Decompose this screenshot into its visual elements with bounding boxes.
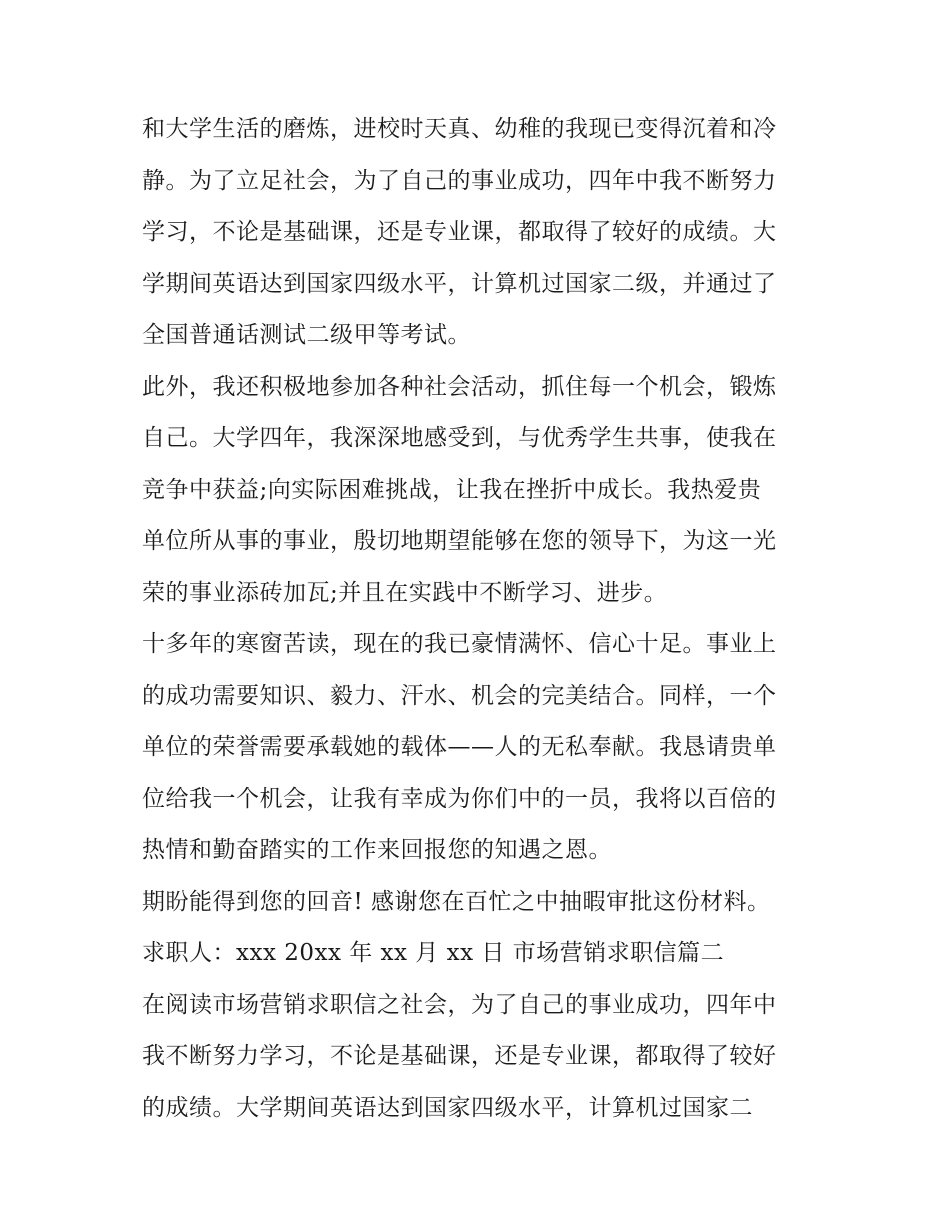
text-line: 我不断努力学习，不论是基础课，还是专业课，都取得了较好	[142, 1043, 777, 1069]
text-line: 位给我一个机会，让我有幸成为你们中的一员，我将以百倍的	[142, 785, 777, 812]
text-line: 的成绩。大学期间英语达到国家四级水平，计算机过国家二	[142, 1094, 753, 1121]
text-line: 荣的事业添砖加瓦;并且在实践中不断学习、进步。	[142, 579, 668, 606]
text-line: 期盼能得到您的回音! 感谢您在百忙之中抽暇审批这份材料。	[142, 888, 771, 915]
text-line: 的成功需要知识、毅力、汗水、机会的完美结合。同样，一个	[142, 682, 777, 709]
text-line: 学期间英语达到国家四级水平，计算机过国家二级，并通过了	[142, 270, 777, 297]
text-line: 静。为了立足社会，为了自己的事业成功，四年中我不断努力	[142, 167, 777, 194]
body-text	[142, 104, 822, 1134]
text-line: 自己。大学四年，我深深地感受到，与优秀学生共事，使我在	[142, 425, 777, 451]
text-line: 此外，我还积极地参加各种社会活动，抓住每一个机会，锻炼	[142, 373, 777, 400]
text-line: 热情和勤奋踏实的工作来回报您的知遇之恩。	[142, 837, 612, 863]
text-line: 竞争中获益;向实际困难挑战，让我在挫折中成长。我热爱贵	[142, 476, 762, 503]
text-line: 单位的荣誉需要承载她的载体——人的无私奉献。我恳请贵单	[142, 734, 777, 760]
text-line: 在阅读市场营销求职信之社会，为了自己的事业成功，四年中	[142, 991, 777, 1018]
text-line: 和大学生活的磨炼，进校时天真、幼稚的我现已变得沉着和冷	[142, 116, 777, 142]
text-line: 求职人：xxx 20xx 年 xx 月 xx 日 市场营销求职信篇二	[142, 940, 725, 966]
text-line: 全国普通话测试二级甲等考试。	[142, 322, 471, 348]
text-line: 单位所从事的事业，殷切地期望能够在您的领导下，为这一光	[142, 528, 777, 554]
text-line: 十多年的寒窗苦读，现在的我已豪情满怀、信心十足。事业上	[142, 631, 777, 657]
text-line: 学习，不论是基础课，还是专业课，都取得了较好的成绩。大	[142, 219, 777, 245]
